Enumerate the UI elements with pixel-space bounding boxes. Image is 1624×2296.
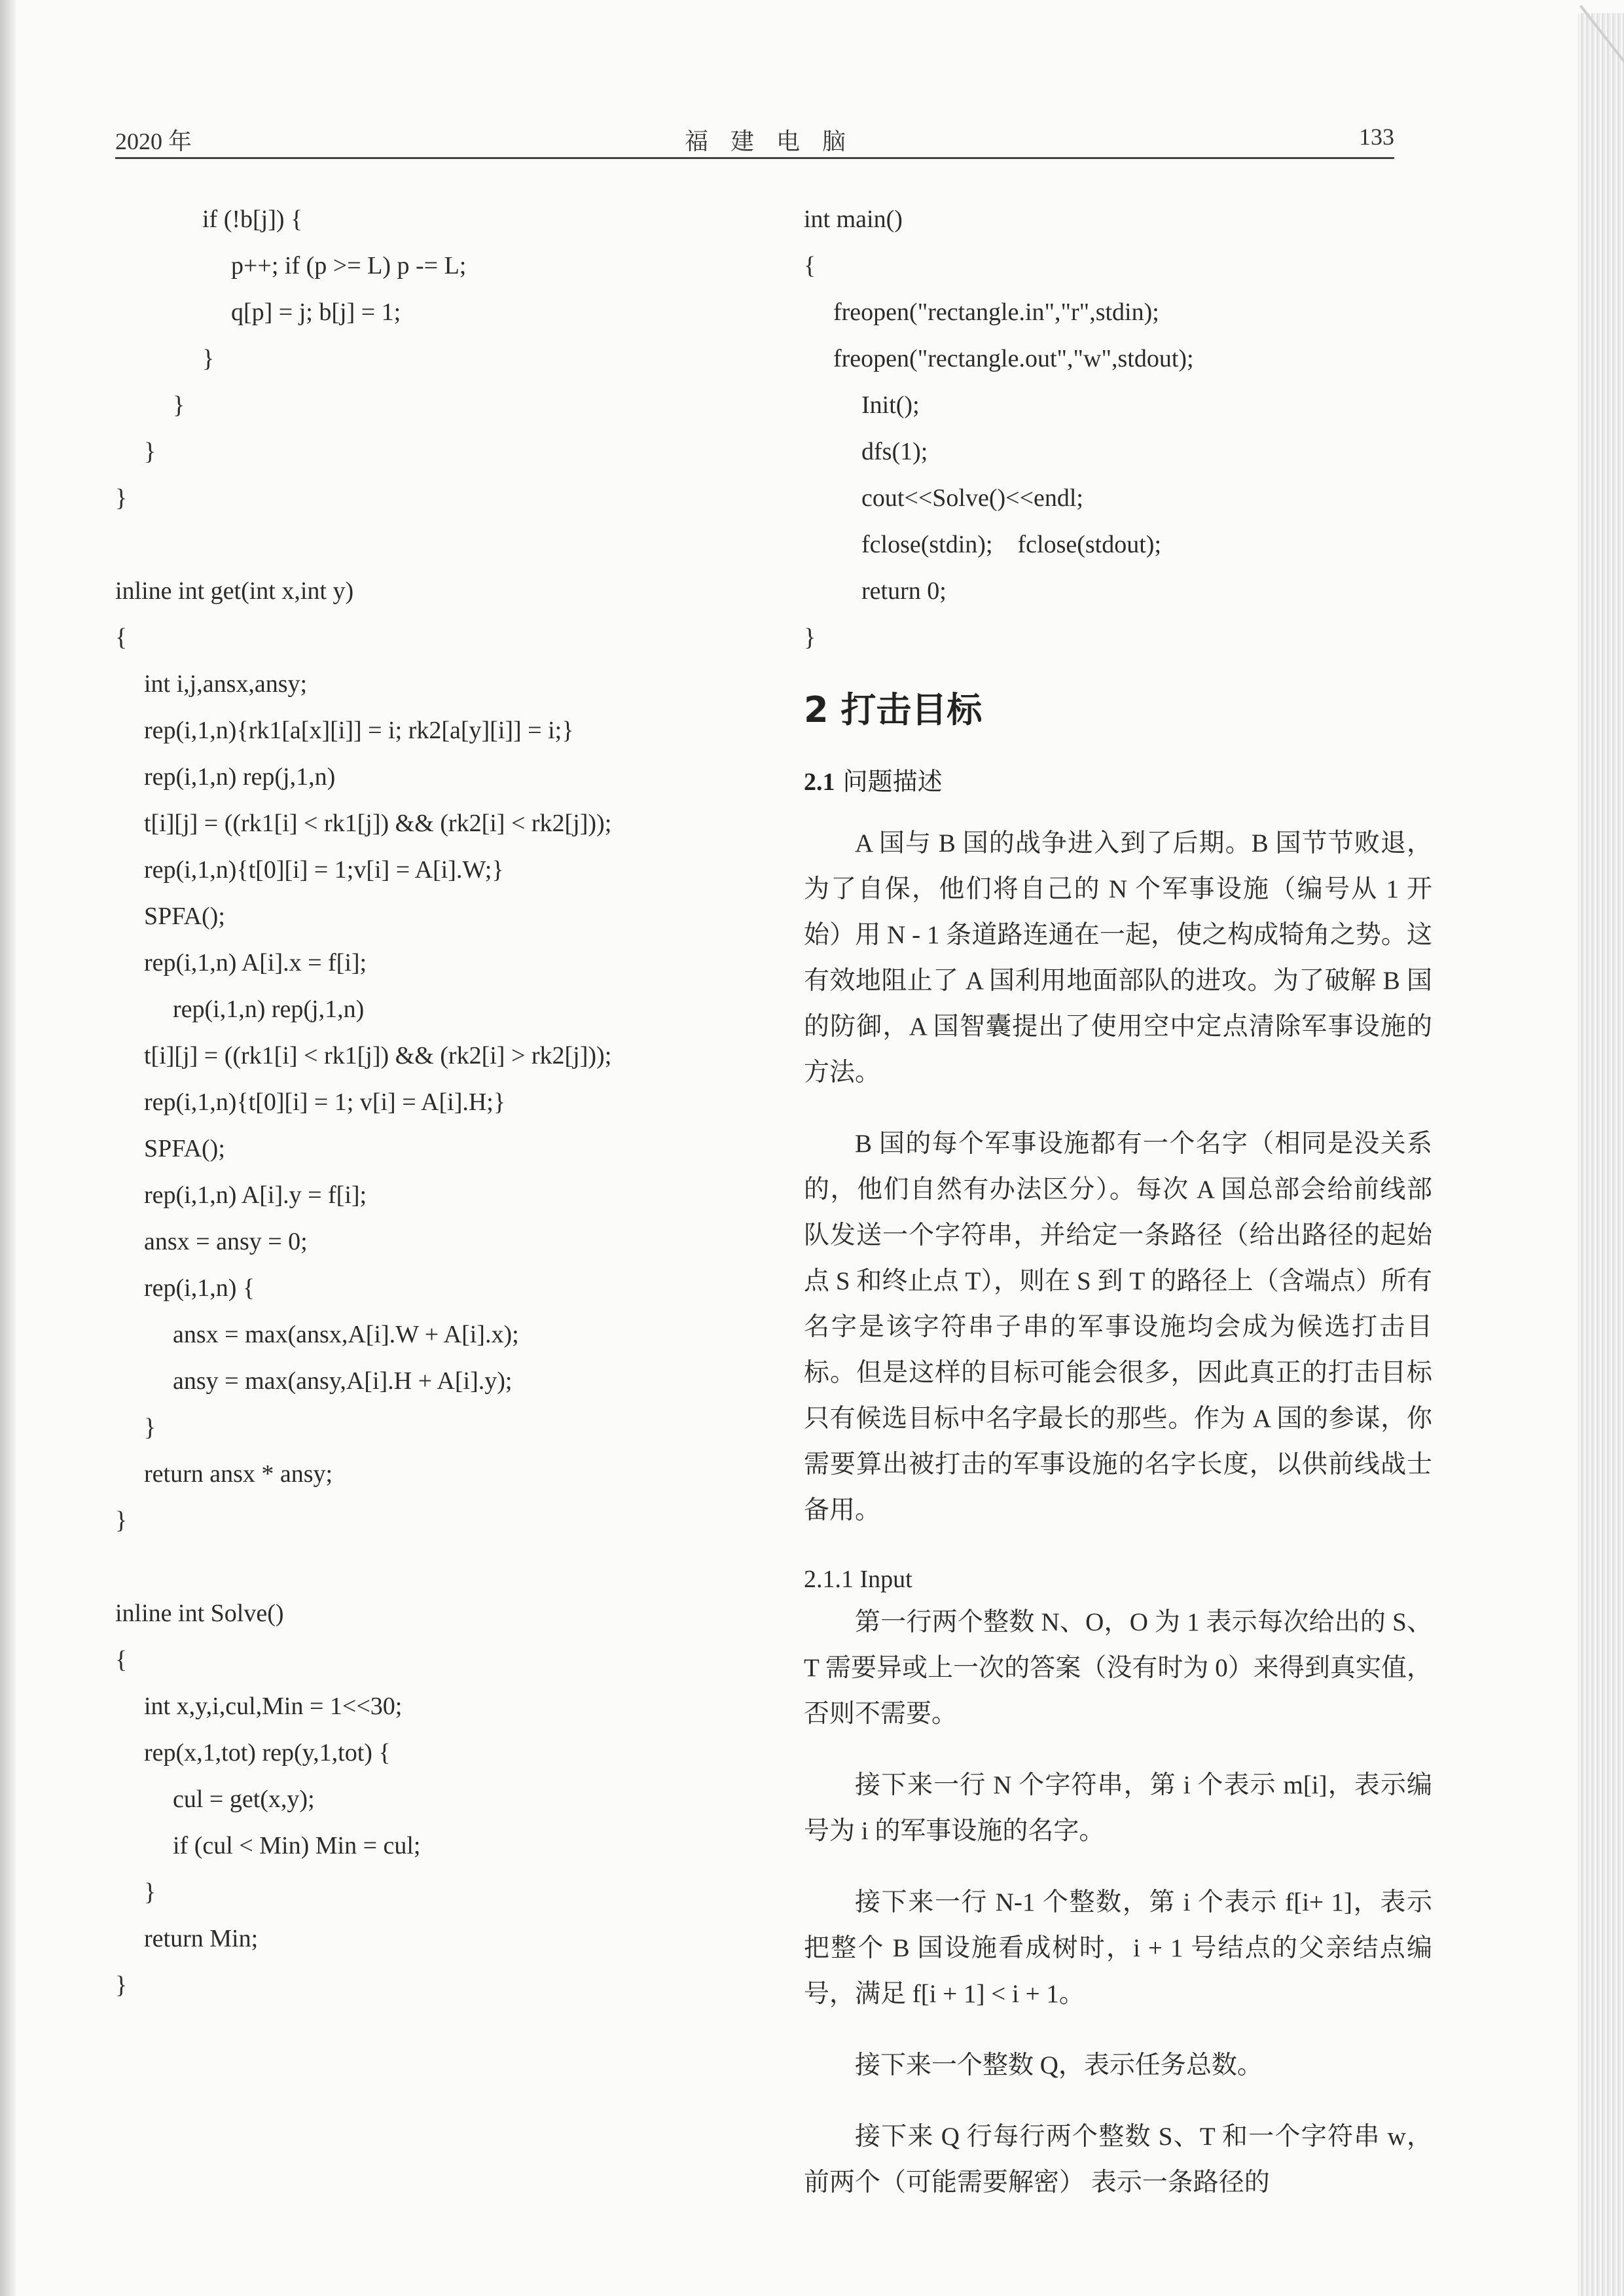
code-line: } xyxy=(173,391,185,419)
scan-page-edges-right xyxy=(1578,13,1624,2296)
main-function-code xyxy=(804,196,1432,661)
code-line: ansx = max(ansx,A[i].W + A[i].x); xyxy=(173,1321,519,1348)
running-header xyxy=(115,118,1394,157)
code-line: } xyxy=(115,484,128,512)
code-line: p++; if (p >= L) p -= L; xyxy=(231,252,467,279)
code-line: cul = get(x,y); xyxy=(173,1785,315,1813)
header-year: 2020 年 xyxy=(115,128,192,154)
code-line: freopen("rectangle.in","r",stdin); xyxy=(833,298,1159,326)
code-line: rep(i,1,n){t[0][i] = 1; v[i] = A[i].H;} xyxy=(144,1088,506,1116)
code-line: dfs(1); xyxy=(861,438,928,465)
code-line: ansx = ansy = 0; xyxy=(144,1228,308,1255)
code-line-blank xyxy=(115,522,770,568)
page-number: 133 xyxy=(1359,124,1394,150)
code-line: { xyxy=(115,624,128,651)
code-line: int main() xyxy=(804,206,903,233)
code-line: } xyxy=(144,1878,156,1906)
code-line-blank xyxy=(115,1544,770,1590)
right-column xyxy=(804,196,1432,2231)
journal-name: 福建电脑 xyxy=(685,128,869,154)
code-line: { xyxy=(115,1646,128,1674)
code-line: q[p] = j; b[j] = 1; xyxy=(231,298,401,326)
subsection-heading: 问题描述 xyxy=(842,767,943,796)
code-line: inline int Solve() xyxy=(115,1600,284,1627)
code-line: fclose(stdin); fclose(stdout); xyxy=(861,531,1162,558)
left-column-code xyxy=(115,196,770,2009)
input-paragraph: 第一行两个整数 N、O，O 为 1 表示每次给出的 S、T 需要异或上一次的答案（没有时为 0）来得到真实值，否则不需要。 xyxy=(804,1608,1432,1728)
code-line: rep(i,1,n){t[0][i] = 1;v[i] = A[i].W;} xyxy=(144,856,504,884)
code-line: return ansx * ansy; xyxy=(144,1460,333,1488)
code-line: SPFA(); xyxy=(144,903,225,930)
code-line: { xyxy=(804,252,816,279)
input-paragraph: 接下来 Q 行每行两个整数 S、T 和一个字符串 w，前两个（可能需要解密） 表示一条路径的 xyxy=(804,2123,1432,2197)
body-paragraph: B 国的每个军事设施都有一个名字（相同是没关系的，他们自然有办法区分）。每次 A 国总部会给前线部队发送一个字符串，并给定一条路径（给出路径的起始点 S 和终止点 T），则在 S 到 T 的路径上（含端点）所有名字是该字符串子串的军事设施均会成为候选打击目标。但是这样的目标可能会很多，因此真正的打击目标只有候选目标中名字最长的那些。作为 A 国的参谋，你需要算出被打击的军事设施的名字长度，以供前线战士备用。 xyxy=(804,1130,1432,1524)
code-line: rep(i,1,n){rk1[a[x][i]] = i; rk2[a[y][i]] = i;} xyxy=(144,717,574,744)
code-line: } xyxy=(202,345,215,372)
header-rule xyxy=(115,157,1394,159)
code-line: rep(x,1,tot) rep(y,1,tot) { xyxy=(144,1739,391,1767)
code-line: return 0; xyxy=(861,577,947,605)
code-line: rep(i,1,n) A[i].y = f[i]; xyxy=(144,1181,367,1209)
code-line: } xyxy=(115,1971,128,1999)
code-line: if (cul < Min) Min = cul; xyxy=(173,1832,421,1859)
code-line: SPFA(); xyxy=(144,1135,225,1162)
code-line: } xyxy=(115,1507,128,1534)
subsection-title xyxy=(804,758,1432,805)
code-line: ansy = max(ansy,A[i].H + A[i].y); xyxy=(173,1367,513,1395)
code-line: rep(i,1,n) rep(j,1,n) xyxy=(144,763,336,791)
code-line: if (!b[j]) { xyxy=(202,206,303,233)
body-paragraph: A 国与 B 国的战争进入到了后期。B 国节节败退，为了自保，他们将自己的 N 个军事设施（编号从 1 开始）用 N - 1 条道路连通在一起，使之构成犄角之势。这有效地阻止了 A 国利用地面部队的进攻。为了破解 B 国的防御，A 国智囊提出了使用空中定点清除军事设施的方法。 xyxy=(804,829,1432,1086)
code-line: rep(i,1,n) { xyxy=(144,1274,255,1302)
input-paragraph: 接下来一行 N 个字符串，第 i 个表示 m[i]，表示编号为 i 的军事设施的名字。 xyxy=(804,1771,1432,1845)
code-line: t[i][j] = ((rk1[i] < rk1[j]) && (rk2[i] > rk2[j])); xyxy=(144,1042,612,1069)
code-line: inline int get(int x,int y) xyxy=(115,577,354,605)
code-line: int i,j,ansx,ansy; xyxy=(144,670,308,698)
code-line: int x,y,i,cul,Min = 1<<30; xyxy=(144,1693,403,1720)
section-title: 2 打击目标 xyxy=(804,689,983,730)
input-paragraph: 接下来一个整数 Q，表示任务总数。 xyxy=(855,2051,1263,2079)
code-line: return Min; xyxy=(144,1925,259,1952)
scan-shadow-left xyxy=(0,0,16,2296)
code-line: Init(); xyxy=(861,391,920,419)
input-heading: 2.1.1 Input xyxy=(804,1566,912,1593)
code-line: cout<<Solve()<<endl; xyxy=(861,484,1083,512)
code-line: t[i][j] = ((rk1[i] < rk1[j]) && (rk2[i] < rk2[j])); xyxy=(144,810,612,837)
code-line: freopen("rectangle.out","w",stdout); xyxy=(833,345,1194,372)
code-line: } xyxy=(144,438,156,465)
subsection-number: 2.1 xyxy=(804,768,835,796)
code-line: rep(i,1,n) A[i].x = f[i]; xyxy=(144,949,367,977)
code-line: } xyxy=(144,1414,156,1441)
code-line: } xyxy=(804,624,816,651)
input-paragraph: 接下来一行 N-1 个整数，第 i 个表示 f[i+ 1]，表示把整个 B 国设施看成树时，i + 1 号结点的父亲结点编号，满足 f[i + 1] < i + 1。 xyxy=(804,1888,1432,2008)
code-line: rep(i,1,n) rep(j,1,n) xyxy=(173,996,365,1023)
